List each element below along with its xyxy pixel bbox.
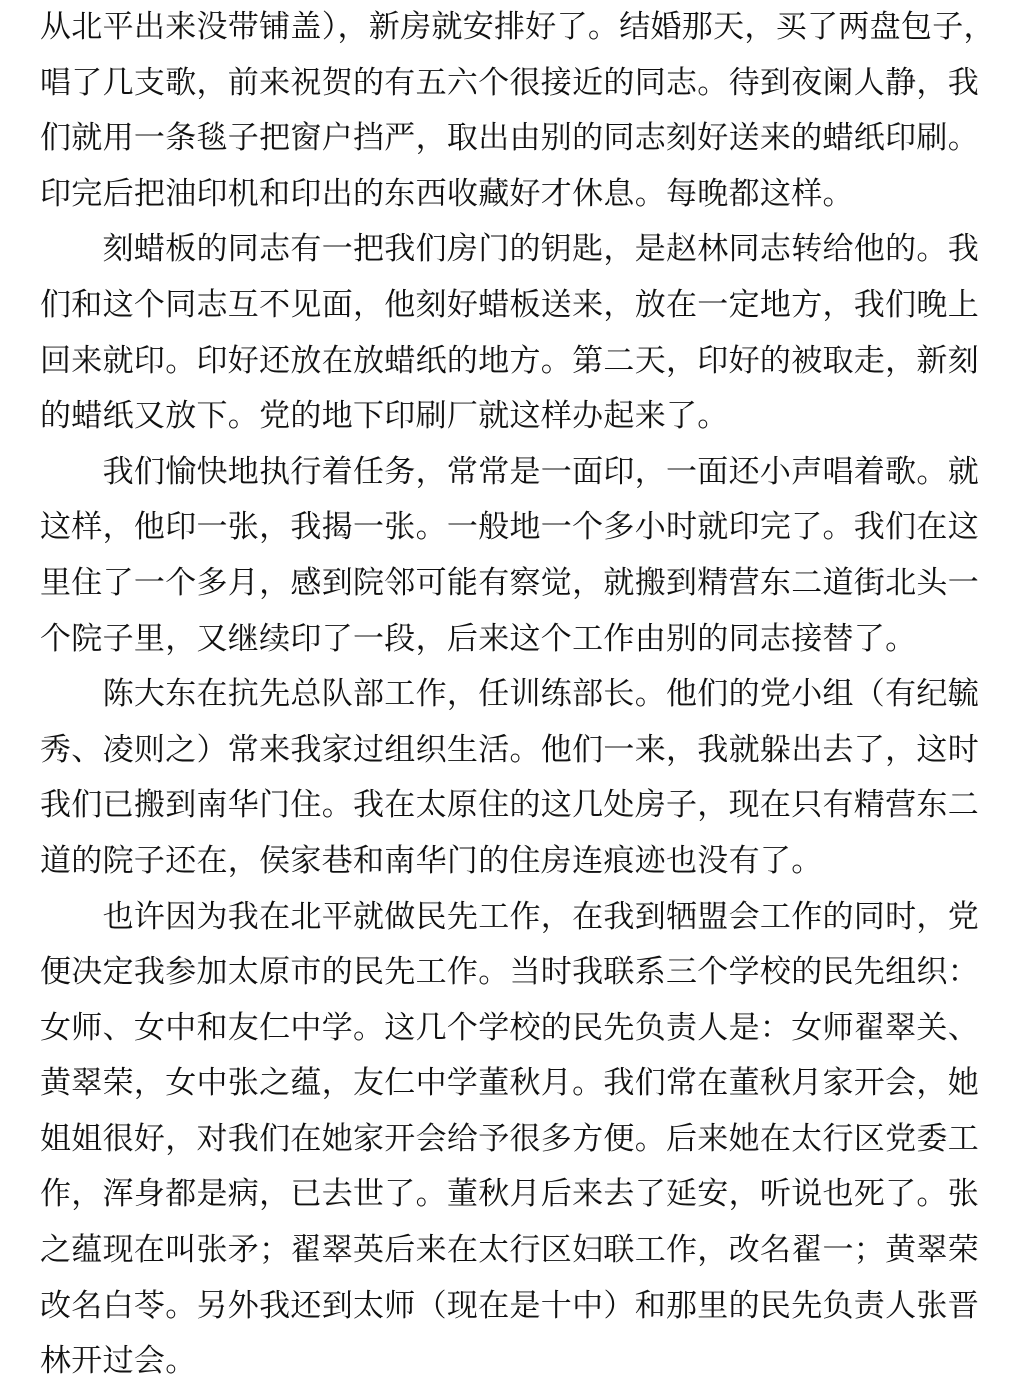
text-line: 姐姐很好，对我们在她家开会给予很多方便。后来她在太行区党委工 — [40, 1120, 979, 1157]
text-line: 道的院子还在，侯家巷和南华门的住房连痕迹也没有了。 — [40, 842, 823, 879]
text-line: 之蕴现在叫张矛；翟翠英后来在太行区妇联工作，改名翟一；黄翠荣 — [40, 1232, 979, 1269]
text-line: 改名白苓。另外我还到太师（现在是十中）和那里的民先负责人张晋 — [40, 1287, 979, 1324]
text-line: 陈大东在抗先总队部工作，任训练部长。他们的党小组（有纪毓 — [40, 676, 979, 713]
text-line: 个院子里，又继续印了一段，后来这个工作由别的同志接替了。 — [40, 620, 917, 657]
text-line: 这样，他印一张，我揭一张。一般地一个多小时就印完了。我们在这 — [40, 509, 979, 546]
text-line: 女师、女中和友仁中学。这几个学校的民先负责人是：女师翟翠关、 — [40, 1009, 979, 1046]
text-line: 的蜡纸又放下。党的地下印刷厂就这样办起来了。 — [40, 398, 729, 435]
text-line: 秀、凌则之）常来我家过组织生活。他们一来，我就躲出去了，这时 — [40, 731, 979, 768]
text-line: 们和这个同志互不见面，他刻好蜡板送来，放在一定地方，我们晚上 — [40, 286, 979, 323]
text-line: 刻蜡板的同志有一把我们房门的钥匙，是赵林同志转给他的。我 — [40, 231, 979, 268]
text-line: 回来就印。印好还放在放蜡纸的地方。第二天，印好的被取走，新刻 — [40, 342, 979, 379]
text-line: 我们愉快地执行着任务，常常是一面印，一面还小声唱着歌。就 — [40, 453, 979, 490]
text-line: 从北平出来没带铺盖），新房就安排好了。结婚那天，买了两盘包子， — [40, 9, 995, 45]
text-line: 印完后把油印机和印出的东西收藏好才休息。每晚都这样。 — [40, 175, 854, 212]
text-line: 林开过会。 — [40, 1343, 197, 1380]
text-line: 我们已搬到南华门住。我在太原住的这几处房子，现在只有精营东二 — [40, 787, 979, 824]
text-line: 作，浑身都是病，已去世了。董秋月后来去了延安，听说也死了。张 — [40, 1176, 979, 1213]
text-line: 里住了一个多月，感到院邻可能有察觉，就搬到精营东二道街北头一 — [40, 564, 979, 601]
text-line: 黄翠荣，女中张之蕴，友仁中学董秋月。我们常在董秋月家开会，她 — [40, 1065, 979, 1102]
text-line: 们就用一条毯子把窗户挡严，取出由别的同志刻好送来的蜡纸印刷。 — [40, 120, 979, 157]
text-line: 唱了几支歌，前来祝贺的有五六个很接近的同志。待到夜阑人静，我 — [40, 64, 979, 101]
text-line: 便决定我参加太原市的民先工作。当时我联系三个学校的民先组织： — [40, 954, 979, 991]
text-line: 也许因为我在北平就做民先工作，在我到牺盟会工作的同时，党 — [40, 898, 979, 935]
